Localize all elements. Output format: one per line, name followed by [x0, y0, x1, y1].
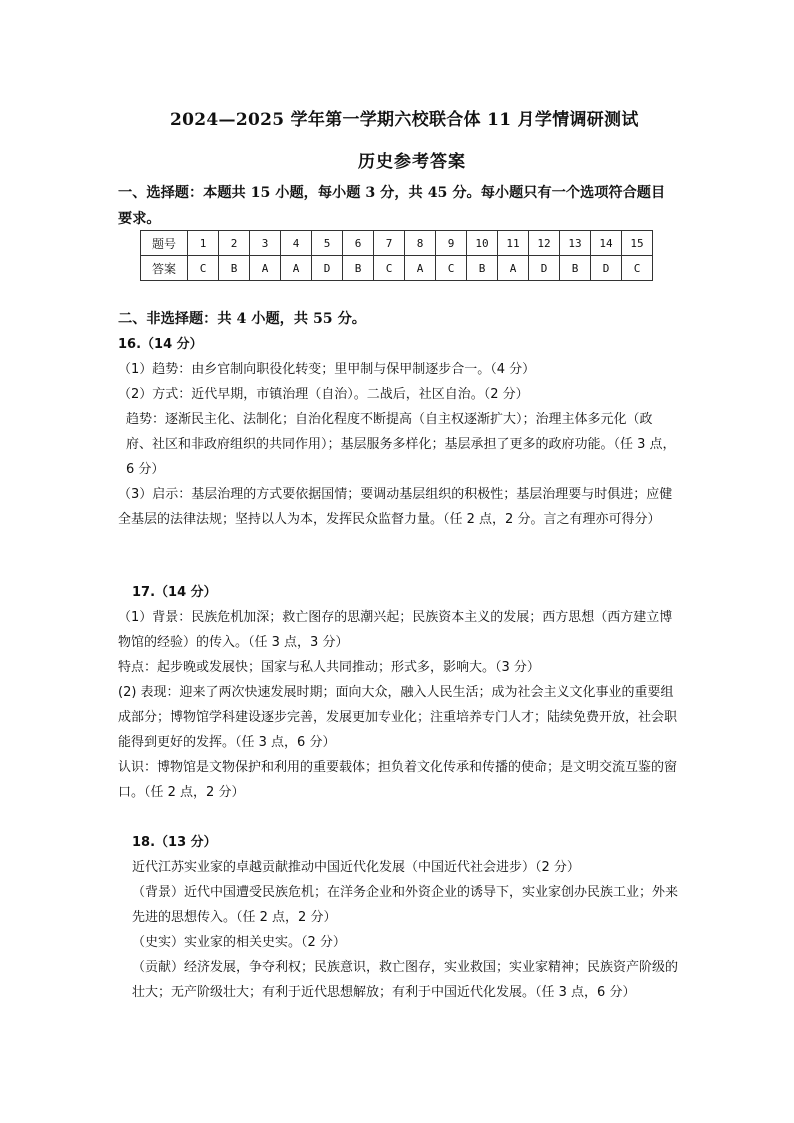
section1-heading: 一、选择题：本题共 15 小题，每小题 3 分，共 45 分。每小题只有一个选项符合题目要求。: [118, 185, 666, 227]
table-cell: C: [374, 256, 405, 281]
table-cell: 12: [529, 231, 560, 256]
table-cell: 11: [498, 231, 529, 256]
table-cell: D: [529, 256, 560, 281]
table-cell: 15: [622, 231, 653, 256]
table-cell: B: [560, 256, 591, 281]
question-16-line: （3）启示：基层治理的方式要依据国情；要调动基层组织的积极性；基层治理要与时俱进；应健全基层的法律法规；坚持以人为本，发挥民众监督力量。（任 2 点，2 分。言之有理亦可得分）: [118, 487, 673, 527]
question-18-line: 近代江苏实业家的卓越贡献推动中国近代化发展（中国近代社会进步）（2 分）: [132, 860, 580, 875]
table-cell: A: [250, 256, 281, 281]
table-cell: B: [467, 256, 498, 281]
table-cell: D: [591, 256, 622, 281]
page-title: 2024—2025 学年第一学期六校联合体 11 月学情调研测试: [170, 110, 639, 130]
table-cell: A: [498, 256, 529, 281]
question-16-line: （2）方式：近代早期，市镇治理（自治）。二战后，社区自治。（2 分）: [118, 387, 529, 402]
table-cell: 3: [250, 231, 281, 256]
table-cell: A: [281, 256, 312, 281]
question-18: [118, 830, 678, 1005]
table-cell: D: [312, 256, 343, 281]
question-17-title: 17.（14 分）: [132, 585, 217, 600]
table-cell: 4: [281, 231, 312, 256]
table-cell: A: [405, 256, 436, 281]
table-header-cell: 答案: [141, 256, 188, 281]
question-16-line: 趋势：逐渐民主化、法制化；自治化程度不断提高（自主权逐渐扩大）；治理主体多元化（政府、社区和非政府组织的共同作用）；基层服务多样化；基层承担了更多的政府功能。（任 3 点，6 分）: [126, 412, 676, 477]
question-17-line: (2) 表现：迎来了两次快速发展时期；面向大众，融入人民生活；成为社会主义文化事业的重要组成部分；博物馆学科建设逐步完善，发展更加专业化；注重培养专门人才；陆续免费开放，社会职能得到更好的发挥。（任 3 点，6 分）: [118, 685, 678, 750]
table-cell: 1: [188, 231, 219, 256]
question-16: [118, 332, 678, 532]
table-cell: 5: [312, 231, 343, 256]
question-16-title: 16.（14 分）: [118, 337, 203, 352]
table-cell: C: [188, 256, 219, 281]
table-cell: 6: [343, 231, 374, 256]
question-17-line: （1）背景：民族危机加深；救亡图存的思潮兴起；民族资本主义的发展；西方思想（西方建立博物馆的经验）的传入。（任 3 点，3 分）: [118, 610, 673, 650]
section2-heading: 二、非选择题：共 4 小题，共 55 分。: [118, 311, 366, 327]
page-subtitle: 历史参考答案: [358, 152, 466, 172]
table-cell: 8: [405, 231, 436, 256]
table-cell: C: [436, 256, 467, 281]
table-cell: 10: [467, 231, 498, 256]
question-17: [118, 580, 678, 805]
table-header-cell: 题号: [141, 231, 188, 256]
table-cell: C: [622, 256, 653, 281]
table-cell: 7: [374, 231, 405, 256]
table-cell: B: [219, 256, 250, 281]
table-cell: 9: [436, 231, 467, 256]
table-cell: B: [343, 256, 374, 281]
table-cell: 13: [560, 231, 591, 256]
table-row-numbers: [141, 231, 653, 256]
question-17-line: 认识：博物馆是文物保护和利用的重要载体；担负着文化传承和传播的使命；是文明交流互鉴的窗口。（任 2 点，2 分）: [118, 760, 678, 800]
question-18-line: （贡献）经济发展，争夺利权；民族意识，救亡图存，实业救国；实业家精神；民族资产阶级的壮大；无产阶级壮大；有利于近代思想解放；有利于中国近代化发展。（任 3 点，6 分）: [132, 960, 679, 1000]
answer-table: [140, 230, 653, 281]
question-18-title: 18.（13 分）: [132, 835, 217, 850]
table-row-answers: [141, 256, 653, 281]
question-17-line: 特点：起步晚或发展快；国家与私人共同推动；形式多，影响大。（3 分）: [118, 660, 540, 675]
table-cell: 2: [219, 231, 250, 256]
table-cell: 14: [591, 231, 622, 256]
question-18-line: （背景）近代中国遭受民族危机；在洋务企业和外资企业的诱导下，实业家创办民族工业；外来先进的思想传入。（任 2 点，2 分）: [132, 885, 679, 925]
question-18-line: （史实）实业家的相关史实。（2 分）: [132, 935, 346, 950]
question-16-line: （1）趋势：由乡官制向职役化转变；里甲制与保甲制逐步合一。（4 分）: [118, 362, 536, 377]
